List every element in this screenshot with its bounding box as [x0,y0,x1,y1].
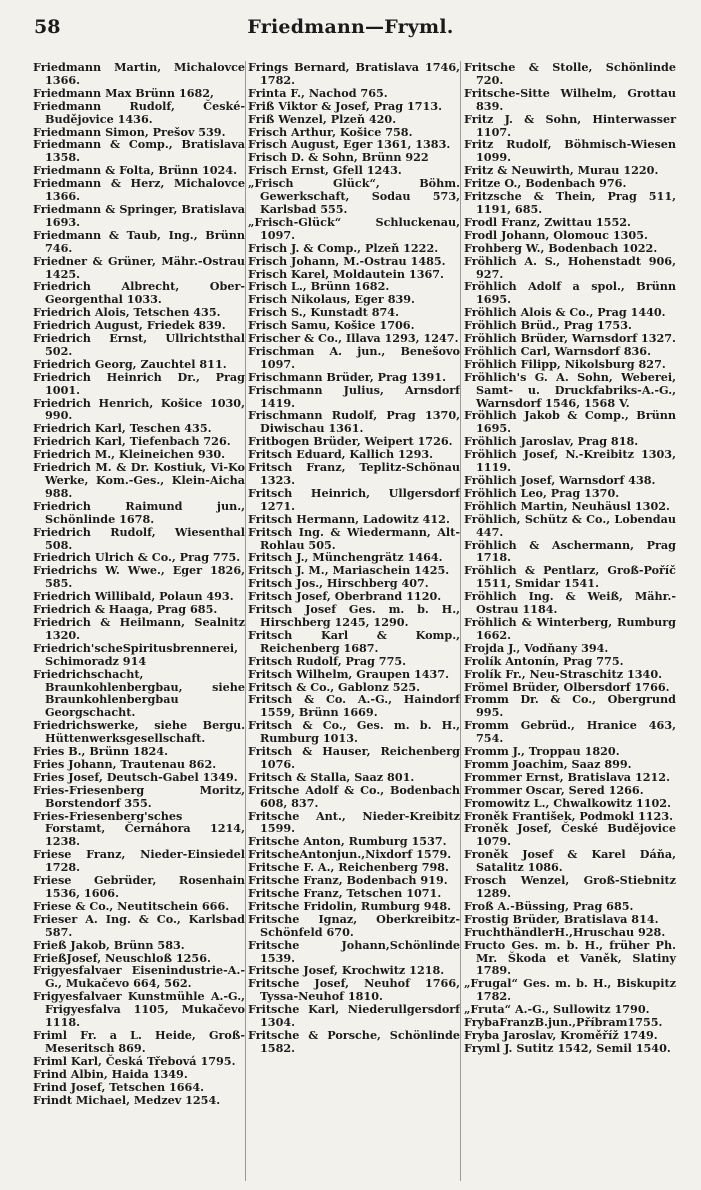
directory-entry: Friedrich M., Kleineichen 930. [33,447,226,462]
directory-entry: Frisch Ernst, Gfell 1243. [248,163,402,178]
directory-entry: Fritsch Karl & Komp., Reichenberg 1687. [248,627,460,655]
directory-entry: Fritsch Josef, Oberbrand 1120. [248,589,442,604]
directory-entry: Friese & Co., Neutitschein 666. [33,898,230,913]
directory-entry: Fromm Joachim, Saaz 899. [464,756,632,771]
directory-entry: Frommer Oscar, Sered 1266. [464,782,644,797]
directory-entry: Frohberg W., Bodenbach 1022. [464,240,658,255]
directory-entry: Friedrich Willibald, Polaun 493. [33,589,234,604]
directory-entry: Fritsche Karl, Niederullgersdorf 1304. [248,1002,460,1030]
directory-entry: Friedner & Grüner, Mähr.-Ostrau 1425. [33,253,245,281]
directory-entry: Friß Wenzel, Plzeň 420. [248,111,397,126]
directory-entry: Fries-Friesenberg Moritz, Borstendorf 355. [33,782,245,810]
directory-entry: Fritsche Franz, Bodenbach 919. [248,873,448,888]
directory-entry: Fritsche-Sitte Wilhelm, Grottau 839. [464,85,676,113]
directory-entry: Fröhlich Jaroslav, Prag 818. [464,434,639,449]
directory-entry: Fröhlich Leo, Prag 1370. [464,485,620,500]
directory-entry: Frisch Karel, Moldautein 1367. [248,266,444,281]
directory-entry: Friedmann & Taub, Ing., Brünn 746. [33,227,245,255]
directory-entry: Frisch D. & Sohn, Brünn 922 [248,150,429,165]
directory-entry: Fröhlich, Schütz & Co., Lobendau 447. [464,511,676,539]
directory-entry: Friedrich Heinrich Dr., Prag 1001. [33,369,245,397]
directory-entry: Friese Franz, Nieder-Einsiedel 1728. [33,847,245,875]
directory-entry: Friedrich Raimund jun., Schönlinde 1678. [33,498,245,526]
directory-entry: Frinta F., Nachod 765. [248,85,388,100]
directory-entry: Friedrich M. & Dr. Kostiuk, Vi-Ko Werke, Kom.-Ges., Klein-Aicha 988. [33,460,245,500]
directory-entry: Friedmann Simon, Prešov 539. [33,124,226,139]
directory-entry: Fritbogen Brüder, Weipert 1726. [248,434,453,449]
directory-entry: Fryba Jaroslav, Kroměříž 1749. [464,1027,658,1042]
directory-entry: Fritsche Franz, Tetschen 1071. [248,886,442,900]
directory-entry: Fryml J. Sutitz 1542, Semil 1540. [464,1040,671,1055]
directory-entry: Friedrichs W. Wwe., Eger 1826, 585. [33,563,245,591]
directory-entry: Friedmann Rudolf, České-Budějovice 1436. [33,98,245,126]
directory-entry: Fritsch Franz, Teplitz-Schönau 1323. [248,460,460,487]
directory-entry: Fröhlich Carl, Warnsdorf 836. [464,343,651,358]
directory-entry: Fritsche Fridolin, Rumburg 948. [248,898,451,913]
directory-entry: Frings Bernard, Bratislava 1746, 1782. [248,60,460,87]
directory-entry: Friedrich & Haaga, Prag 685. [33,602,218,617]
directory-entry: Fries B., Brünn 1824. [33,744,169,759]
directory-entry: Frischman A. jun., Benešovo 1097. [248,343,460,371]
directory-entry: Fritsche Johann,Schönlinde 1539. [248,937,460,965]
directory-entry: „Frisch Glück“, Böhm. Gewerkschaft, Sodau 573, Karlsbad 555. [248,176,460,216]
directory-entry: Fritsch & Co. A.-G., Haindorf 1559, Brünn 1669. [248,692,460,720]
directory-entry: Fritsche Adolf & Co., Bodenbach 608, 837. [248,782,460,810]
directory-entry: Fritz & Neuwirth, Murau 1220. [464,163,659,178]
directory-entry: Fromowitz L., Chwalkowitz 1102. [464,795,671,810]
directory-entry: Fructo Ges. m. b. H., früher Ph. Mr. Škoda et Vaněk, Slatiny 1789. [464,937,676,978]
directory-entry: FritscheAntonjun.,Nixdorf 1579. [248,847,452,862]
directory-entry: Frisch Nikolaus, Eger 839. [248,292,415,307]
directory-entry: Friedmann Martin, Michalovce 1366. [33,60,245,87]
directory-entry: Frisch S., Kunstadt 874. [248,305,399,320]
directory-entry: Friml Karl, Česká Třebová 1795. [33,1053,236,1068]
directory-entry: FrießJosef, Neuschloß 1256. [33,950,211,965]
directory-entry: Friedrich Rudolf, Wiesenthal 508. [33,524,245,552]
directory-entry: Fröhlich Alois & Co., Prag 1440. [464,305,666,320]
directory-entry: Friedrich Alois, Tetschen 435. [33,305,221,320]
directory-entry: Frind Albin, Haida 1349. [33,1066,188,1081]
directory-entry: Fritsch & Co., Gablonz 525. [248,679,421,694]
directory-entry: Fröhlich & Winterberg, Rumburg 1662. [464,614,676,642]
directory-entry: Frodl Franz, Zwittau 1552. [464,214,631,229]
directory-entry: Friedmann & Springer, Bratislava 1693. [33,201,245,229]
directory-entry: Fritsch & Co., Ges. m. b. H., Rumburg 1013. [248,718,460,746]
directory-entry: Fröhlich Brüder, Warnsdorf 1327. [464,331,676,346]
directory-entry: Friedmann & Comp., Bratislava 1358. [33,137,245,165]
directory-entry: Fritsch Josef Ges. m. b. H., Hirschberg 1245, 1290. [248,602,460,629]
directory-entry: Frisch Arthur, Košice 758. [248,124,413,139]
directory-entry: Frigyesfalvaer Eisenindustrie-A.-G., Mukačevo 664, 562. [33,963,245,991]
directory-entry: Fritsche Ant., Nieder-Kreibitz 1599. [248,808,460,836]
directory-entry: Fröhlich & Pentlarz, Groß-Poříč 1511, Smidar 1541. [464,563,676,591]
directory-entry: Frind Josef, Tetschen 1664. [33,1079,205,1094]
directory-entry: Fritsch Heinrich, Ullgersdorf 1271. [248,485,460,513]
directory-entry: Friedmann & Folta, Brünn 1024. [33,163,238,178]
directory-entry: Fritsch Wilhelm, Graupen 1437. [248,666,450,681]
directory-entry: Frodl Johann, Olomouc 1305. [464,227,648,242]
directory-entry: Fritsche Ignaz, Oberkreibitz-Schönfeld 670. [248,911,460,939]
directory-entry: Fries Josef, Deutsch-Gabel 1349. [33,769,238,784]
directory-entry: Froněk Josef, České Budějovice 1079. [464,821,676,849]
column-3 [464,61,676,1055]
directory-entry: Frommer Ernst, Bratislava 1212. [464,769,670,784]
directory-entry: Friedrich Georg, Zauchtel 811. [33,356,227,371]
directory-entry: Froß A.-Büssing, Prag 685. [464,898,634,913]
directory-entry: Fritze O., Bodenbach 976. [464,176,627,191]
directory-entry: Fröhlich Josef, Warnsdorf 438. [464,473,656,487]
directory-entry: Frisch Johann, M.-Ostrau 1485. [248,253,446,268]
directory-entry: „Frisch-Glück“ Schluckenau, 1097. [248,214,460,242]
directory-entry: Fritsch & Hauser, Reichenberg 1076. [248,744,460,771]
directory-entry: Fritsch J. M., Mariaschein 1425. [248,563,450,578]
directory-entry: Friedrich Karl, Teschen 435. [33,421,212,436]
directory-entry: Fromm Dr. & Co., Obergrund 995. [464,692,676,720]
directory-entry: Fröhlich Brüd., Prag 1753. [464,318,632,333]
directory-entry: Fritsch & Stalla, Saaz 801. [248,769,415,784]
directory-entry: Fries Johann, Trautenau 862. [33,756,217,771]
directory-entry: Friese Gebrüder, Rosenhain 1536, 1606. [33,873,245,900]
directory-entry: Fritsch Eduard, Kallich 1293. [248,447,434,462]
directory-entry: Fritsch Rudolf, Prag 775. [248,653,407,668]
directory-entry: Friedrich Karl, Tiefenbach 726. [33,434,231,449]
directory-entry: Friedrichschacht, Braunkohlenbergbau, siehe Braunkohlenbergbau Georgschacht. [33,666,245,720]
directory-entry: Fritsche F. A., Reichenberg 798. [248,860,449,875]
directory-entry: Friedrich & Heilmann, Sealnitz 1320. [33,614,245,642]
directory-entry: Fritz Rudolf, Böhmisch-Wiesen 1099. [464,137,676,165]
directory-entry: Friß Viktor & Josef, Prag 1713. [248,98,443,113]
directory-entry: Fritzsche & Thein, Prag 511, 1191, 685. [464,189,676,216]
directory-entry: Fröhlich & Aschermann, Prag 1718. [464,537,676,565]
directory-entry: Frojda J., Vodňany 394. [464,640,609,655]
directory-entry: Frieser A. Ing. & Co., Karlsbad 587. [33,911,245,939]
directory-entry: „Frugal“ Ges. m. b. H., Biskupitz 1782. [464,976,676,1004]
directory-entry: Fries-Friesenberg'sches Forstamt, Černáhora 1214, 1238. [33,808,245,849]
directory-entry: Fritsch Hermann, Ladowitz 412. [248,511,450,526]
directory-entry: Frolík Antonín, Prag 775. [464,653,624,668]
directory-entry: Fröhlich Adolf a spol., Brünn 1695. [464,279,676,307]
directory-entry: Frigyesfalvaer Kunstmühle A.-G., Frigyesfalva 1105, Mukačevo 1118. [33,989,245,1030]
directory-entry: Fritsch J., Münchengrätz 1464. [248,550,443,565]
directory-entry: Friedrich August, Friedek 839. [33,318,226,333]
directory-entry: Fröhlich Josef, N.-Kreibitz 1303, 1119. [464,447,676,475]
directory-entry: „Fruta“ A.-G., Sullowitz 1790. [464,1002,650,1017]
directory-entry: Friedrich Ernst, Ullrichtsthal 502. [33,331,245,358]
directory-entry: Frostig Brüder, Bratislava 814. [464,911,659,926]
directory-entry: Friedrich Ulrich & Co., Prag 775. [33,550,241,565]
directory-entry: FruchthändlerH.,Hruschau 928. [464,924,666,939]
directory-entry: Fritsche Josef, Krochwitz 1218. [248,963,445,978]
running-head: Friedmann—Fryml. [247,16,454,38]
directory-entry: Fritsche Anton, Rumburg 1537. [248,834,447,849]
directory-entry: FrybaFranzB.jun.,Příbram1755. [464,1015,663,1030]
directory-entry: Frömel Brüder, Olbersdorf 1766. [464,679,670,694]
directory-entry: Frischmann Rudolf, Prag 1370, Diwischau 1361. [248,408,460,436]
directory-entry: Frisch August, Eger 1361, 1383. [248,137,451,152]
directory-entry: Fritsch Ing. & Wiedermann, Alt-Rohlau 505. [248,524,460,552]
directory-entry: Frolík Fr., Neu-Straschitz 1340. [464,666,662,681]
directory-entry: Fritsche & Stolle, Schönlinde 720. [464,60,676,87]
directory-entry: Fritsche & Porsche, Schönlinde 1582. [248,1027,460,1055]
directory-entry: Frisch Samu, Košice 1706. [248,318,415,333]
directory-entry: Frischer & Co., Illava 1293, 1247. [248,331,459,346]
directory-entry: Frieß Jakob, Brünn 583. [33,937,185,952]
directory-entry: Frisch J. & Comp., Plzeň 1222. [248,240,439,255]
directory-entry: Friedmann Max Brünn 1682, [33,85,214,100]
column-rule [245,61,246,1181]
column-rule [460,61,461,1181]
directory-entry: Fröhlich Ing. & Weiß, Mähr.-Ostrau 1184. [464,589,676,617]
page-header [28,14,673,44]
directory-entry: Frischmann Brüder, Prag 1391. [248,369,446,384]
directory-entry: Frischmann Julius, Arnsdorf 1419. [248,382,460,410]
directory-entry: Fromm Gebrüd., Hranice 463, 754. [464,718,676,746]
directory-entry: Friedmann & Herz, Michalovce 1366. [33,176,245,204]
column-1 [33,61,245,1106]
directory-entry: Friedrichswerke, siehe Bergu. Hüttenwerksgesellschaft. [33,718,245,746]
directory-entry: Fröhlich Filipp, Nikolsburg 827. [464,356,666,371]
directory-entry: Fritsche Josef, Neuhof 1766, Tyssa-Neuhof 1810. [248,976,460,1004]
column-2 [248,61,460,1055]
directory-entry: Friml Fr. a L. Heide, Groß-Meseritsch 869. [33,1027,245,1055]
directory-entry: Friedrich Henrich, Košice 1030, 990. [33,395,245,423]
directory-entry: Froněk František, Podmokl 1123. [464,808,674,823]
directory-entry: Fröhlich A. S., Hohenstadt 906, 927. [464,253,676,281]
directory-entry: Fromm J., Troppau 1820. [464,744,620,759]
directory-entry: Frisch L., Brünn 1682. [248,279,390,294]
directory-entry: Frosch Wenzel, Groß-Stiebnitz 1289. [464,873,676,900]
directory-entry: Fritz J. & Sohn, Hinterwasser 1107. [464,111,676,139]
directory-entry: Froněk Josef & Karel Dáňa, Satalitz 1086. [464,847,676,875]
page-number: 58 [34,16,61,38]
directory-entry: Fröhlich Martin, Neuhäusl 1302. [464,498,670,513]
directory-entry: Fritsch Jos., Hirschberg 407. [248,576,429,591]
directory-entry: Fröhlich's G. A. Sohn, Weberei, Samt- u. Druckfabriks-A.-G., Warnsdorf 1546, 1568 V. [464,369,676,410]
directory-entry: Friedrich Albrecht, Ober-Georgenthal 1033. [33,279,245,307]
entry-columns [0,61,701,1181]
directory-entry: Friedrich'scheSpiritusbrennerei, Schimoradz 914 [33,640,238,668]
directory-entry: Frindt Michael, Medzev 1254. [33,1092,221,1107]
directory-entry: Fröhlich Jakob & Comp., Brünn 1695. [464,408,676,436]
